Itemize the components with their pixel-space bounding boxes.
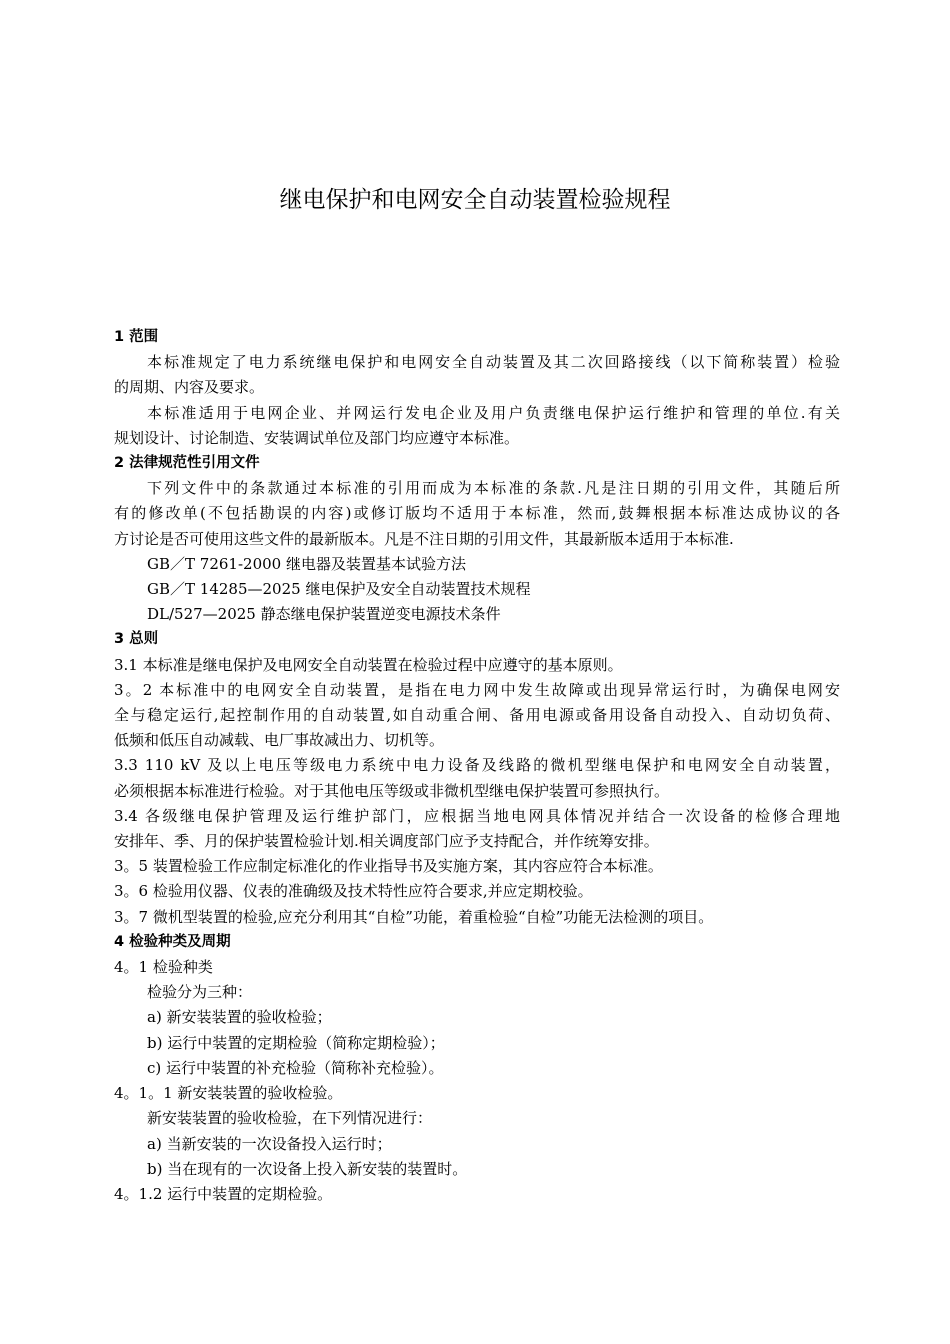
text-line: 3。7 微机型装置的检验,应充分利用其“自检”功能，着重检验“自检”功能无法检测的项目。 [114,907,714,926]
section-heading: 2 法律规范性引用文件 [114,455,260,472]
text-line: 本标准规定了电力系统继电保护和电网安全自动装置及其二次回路接线（以下简称装置）检验 [147,353,840,372]
text-line: 3。5 装置检验工作应制定标准化的作业指导书及实施方案，其内容应符合本标准。 [114,857,663,876]
text-line: 3.1 本标准是继电保护及电网安全自动装置在检验过程中应遵守的基本原则。 [114,655,623,674]
text-line: 必须根据本标准进行检验。对于其他电压等级或非微机型继电保护装置可参照执行。 [114,781,670,800]
text-line: c) 运行中装置的补充检验（简称补充检验）。 [147,1058,444,1077]
text-line: DL/527—2025 静态继电保护装置逆变电源技术条件 [147,605,501,624]
text-line: GB／T 7261-2000 继电器及装置基本试验方法 [147,554,466,573]
text-line: 全与稳定运行,起控制作用的自动装置,如自动重合闸、备用电源或备用设备自动投入、自动切负荷、 [114,706,840,725]
text-line: 3.3 110 kV 及以上电压等级电力系统中电力设备及线路的微机型继电保护和电网安全自动装置， [114,756,840,775]
text-line: 下列文件中的条款通过本标准的引用而成为本标准的条款.凡是注日期的引用文件，其随后所 [147,479,840,498]
section-heading: 4 检验种类及周期 [114,933,231,950]
text-line: 安排年、季、月的保护装置检验计划.相关调度部门应予支持配合，并作统筹安排。 [114,832,659,851]
section-heading: 1 范围 [114,329,159,345]
text-line: 3。2 本标准中的电网安全自动装置，是指在电力网中发生故障或出现异常运行时，为确保电网安 [114,680,840,699]
text-line: a) 当新安装的一次设备投入运行时； [147,1134,392,1153]
text-line: 4。1.2 运行中装置的定期检验。 [114,1184,333,1203]
text-line: 的周期、内容及要求。 [114,378,265,397]
text-line: b) 当在现有的一次设备上投入新安装的装置时。 [147,1159,468,1178]
text-line: 新安装装置的验收检验，在下列情况进行： [147,1109,433,1128]
section-heading: 3 总则 [114,631,159,648]
document-body [114,325,840,1207]
text-line: 3.4 各级继电保护管理及运行维护部门，应根据当地电网具体情况并结合一次设备的检修合理地 [114,806,840,825]
text-line: 方讨论是否可使用这些文件的最新版本。凡是不注日期的引用文件，其最新版本适用于本标准. [114,529,734,548]
text-line: 3。6 检验用仪器、仪表的准确级及技术特性应符合要求,并应定期校验。 [114,882,593,901]
text-line: 有的修改单(不包括勘误的内容)或修订版均不适用于本标准，然而,鼓舞根据本标准达成协议的各 [114,504,840,523]
text-line: 检验分为三种： [147,983,253,1002]
text-line: b) 运行中装置的定期检验（简称定期检验）； [147,1033,445,1052]
text-line: 4。1 检验种类 [114,958,213,977]
text-line: GB／T 14285—2025 继电保护及安全自动装置技术规程 [147,580,531,599]
text-line: 4。1。1 新安装装置的验收检验。 [114,1084,343,1103]
text-line: 本标准适用于电网企业、并网运行发电企业及用户负责继电保护运行维护和管理的单位.有关 [147,403,840,422]
document-title: 继电保护和电网安全自动装置检验规程 [279,187,671,213]
text-line: a) 新安装装置的验收检验； [147,1008,332,1027]
text-line: 低频和低压自动减载、电厂事故减出力、切机等。 [114,731,445,750]
text-line: 规划设计、讨论制造、安装调试单位及部门均应遵守本标准。 [114,428,520,447]
